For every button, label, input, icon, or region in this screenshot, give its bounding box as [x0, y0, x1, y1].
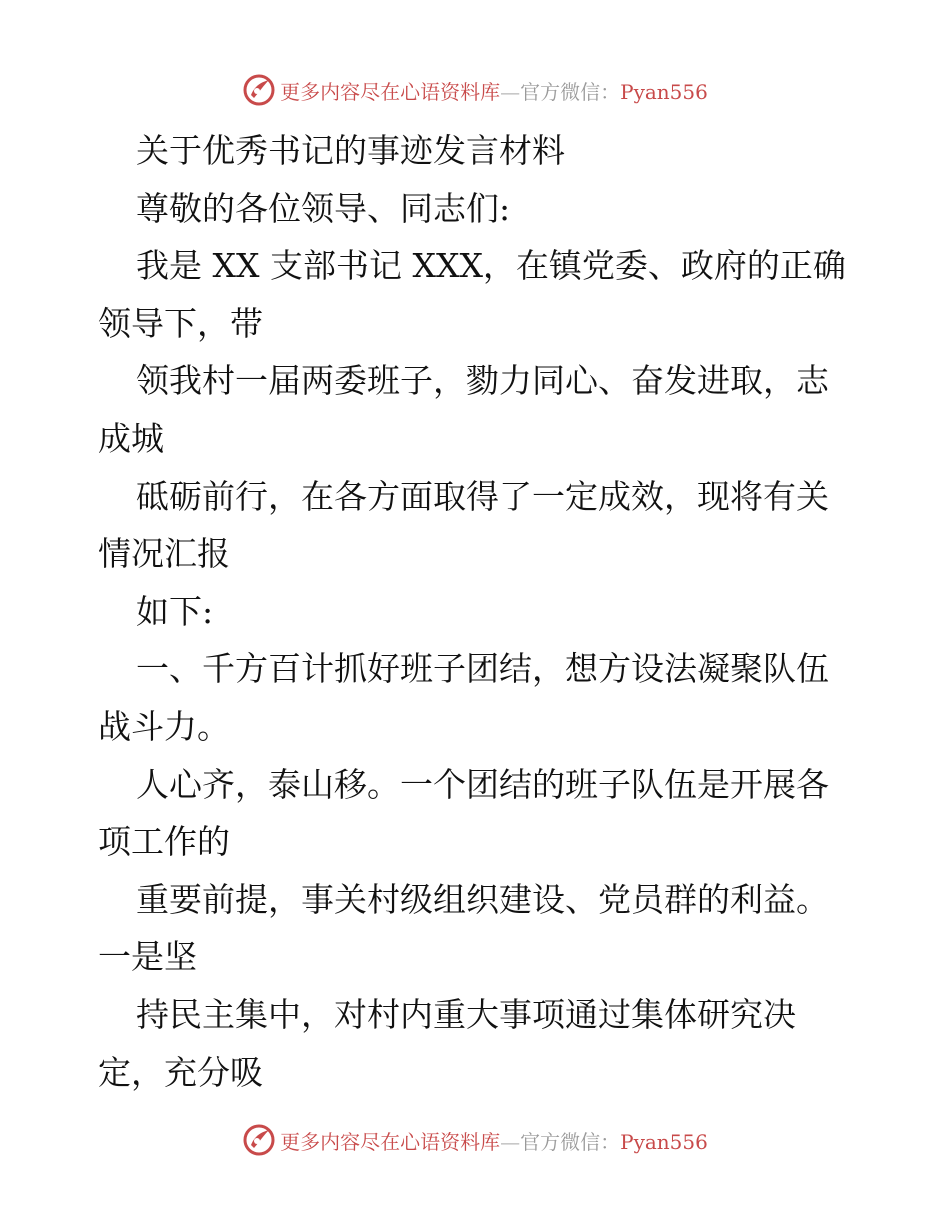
document-section-heading: 一、千方百计抓好班子团结，想方设法凝聚队伍	[136, 649, 829, 689]
document-line: 战斗力。	[98, 706, 230, 746]
document-line: 项工作的	[98, 822, 230, 862]
document-line: 我是 XX 支部书记 XXX，在镇党委、政府的正确	[136, 246, 846, 286]
document-title: 关于优秀书记的事迹发言材料	[136, 131, 565, 170]
red-brush-logo-icon	[242, 73, 276, 107]
document-line: 领我村一届两委班子，勠力同心、奋发进取，志	[136, 361, 829, 401]
document-line: 砥砺前行，在各方面取得了一定成效，现将有关	[136, 476, 829, 516]
document-line: 一是坚	[98, 937, 197, 977]
watermark-wechat-label: 官方微信：	[520, 1129, 621, 1154]
document-body	[98, 122, 858, 1101]
watermark-separator: —	[500, 79, 521, 104]
top-watermark-banner	[0, 72, 950, 108]
watermark-content	[242, 72, 708, 108]
red-brush-logo-icon	[242, 1123, 276, 1157]
document-line: 人心齐，泰山移。一个团结的班子队伍是开展各	[136, 764, 829, 804]
bottom-watermark-banner	[0, 1122, 950, 1158]
watermark-wechat-id: Pyan556	[620, 79, 708, 104]
watermark-wechat-id: Pyan556	[620, 1129, 708, 1154]
watermark-brand-text: 更多内容尽在心语资料库	[280, 1129, 501, 1154]
watermark-brand-text: 更多内容尽在心语资料库	[280, 79, 501, 104]
watermark-wechat-label: 官方微信：	[520, 79, 621, 104]
document-line: 情况汇报	[98, 534, 230, 574]
document-line: 持民主集中，对村内重大事项通过集体研究决	[136, 994, 796, 1034]
document-line: 重要前提，事关村级组织建设、党员群的利益。	[136, 879, 829, 919]
document-line: 如下:	[136, 591, 214, 631]
document-salutation: 尊敬的各位领导、同志们:	[136, 188, 511, 228]
document-line: 领导下，带	[98, 303, 263, 343]
document-line: 成城	[98, 418, 164, 458]
document-line: 定，充分吸	[98, 1052, 263, 1092]
watermark-separator: —	[500, 1129, 521, 1154]
watermark-content	[242, 1122, 708, 1158]
